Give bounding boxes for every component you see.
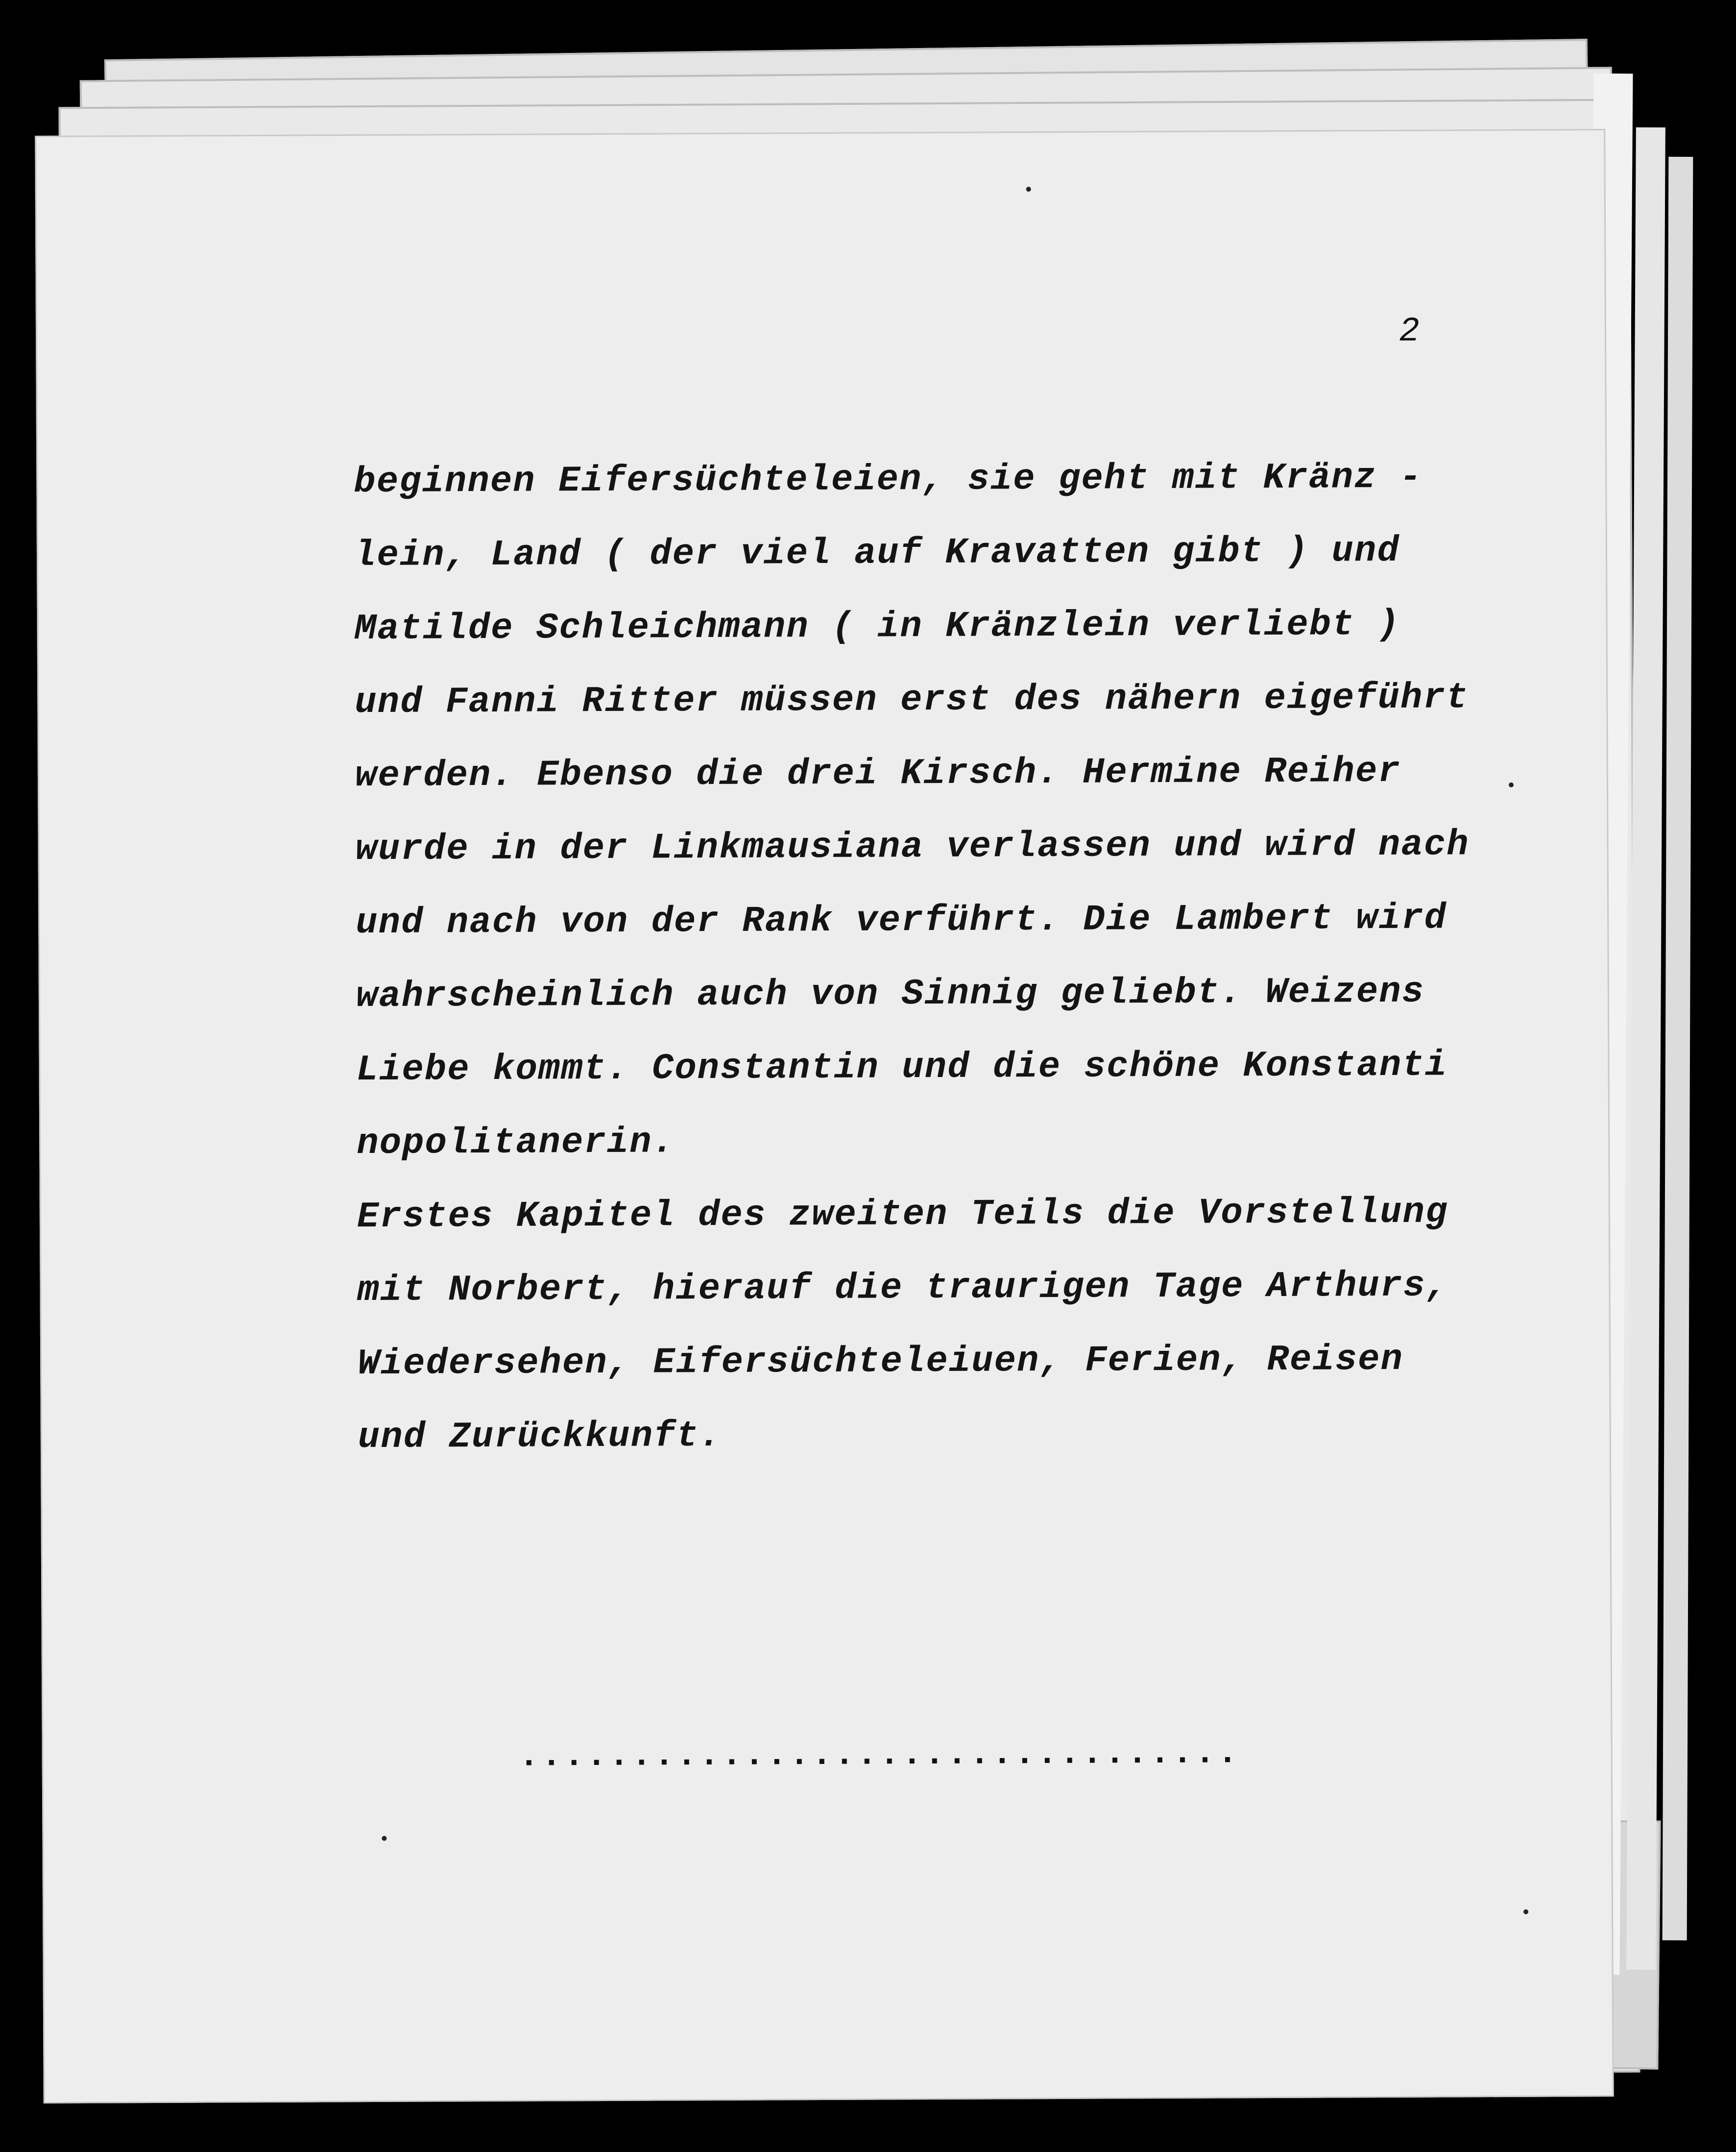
text-line: Wiedersehen, Eifersüchteleiuen, Ferien, Reisen	[358, 1339, 1404, 1385]
paper-speck	[1026, 187, 1031, 192]
text-line: beginnen Eifersüchteleien, sie geht mit Kränz -	[354, 457, 1423, 503]
page-number: 2	[1398, 312, 1420, 351]
text-line: werden. Ebenso die drei Kirsch. Hermine Reiher	[355, 751, 1401, 797]
dotted-divider: ................................	[518, 1734, 1240, 1776]
sheet-edge	[1626, 127, 1665, 1970]
text-line: Liebe kommt. Constantin und die schöne Konstanti	[356, 1045, 1448, 1091]
text-line: und nach von der Rank verführt. Die Lambert wird	[356, 898, 1447, 944]
text-line: wurde in der Linkmausiana verlassen und wird nach	[355, 824, 1470, 871]
text-line: mit Norbert, hierauf die traurigen Tage Arthurs,	[357, 1265, 1449, 1312]
typewritten-page	[35, 129, 1614, 2103]
paper-speck	[1523, 1909, 1528, 1914]
text-line: Erstes Kapitel des zweiten Teils die Vorstellung	[357, 1192, 1448, 1238]
sheet-edge	[1663, 157, 1693, 1940]
text-line: lein, Land ( der viel auf Kravatten gibt ) und	[354, 530, 1400, 577]
text-line: wahrscheinlich auch von Sinnig geliebt. Weizens	[356, 971, 1425, 1018]
text-line: und Fanni Ritter müssen erst des nähern eigeführt	[355, 677, 1469, 724]
paper-speck	[1509, 783, 1514, 787]
text-line: nopolitanerin.	[357, 1122, 675, 1165]
text-line: Matilde Schleichmann ( in Kränzlein verliebt )	[354, 604, 1400, 650]
text-line: und Zurückkunft.	[358, 1415, 722, 1459]
paper-speck	[382, 1836, 386, 1841]
